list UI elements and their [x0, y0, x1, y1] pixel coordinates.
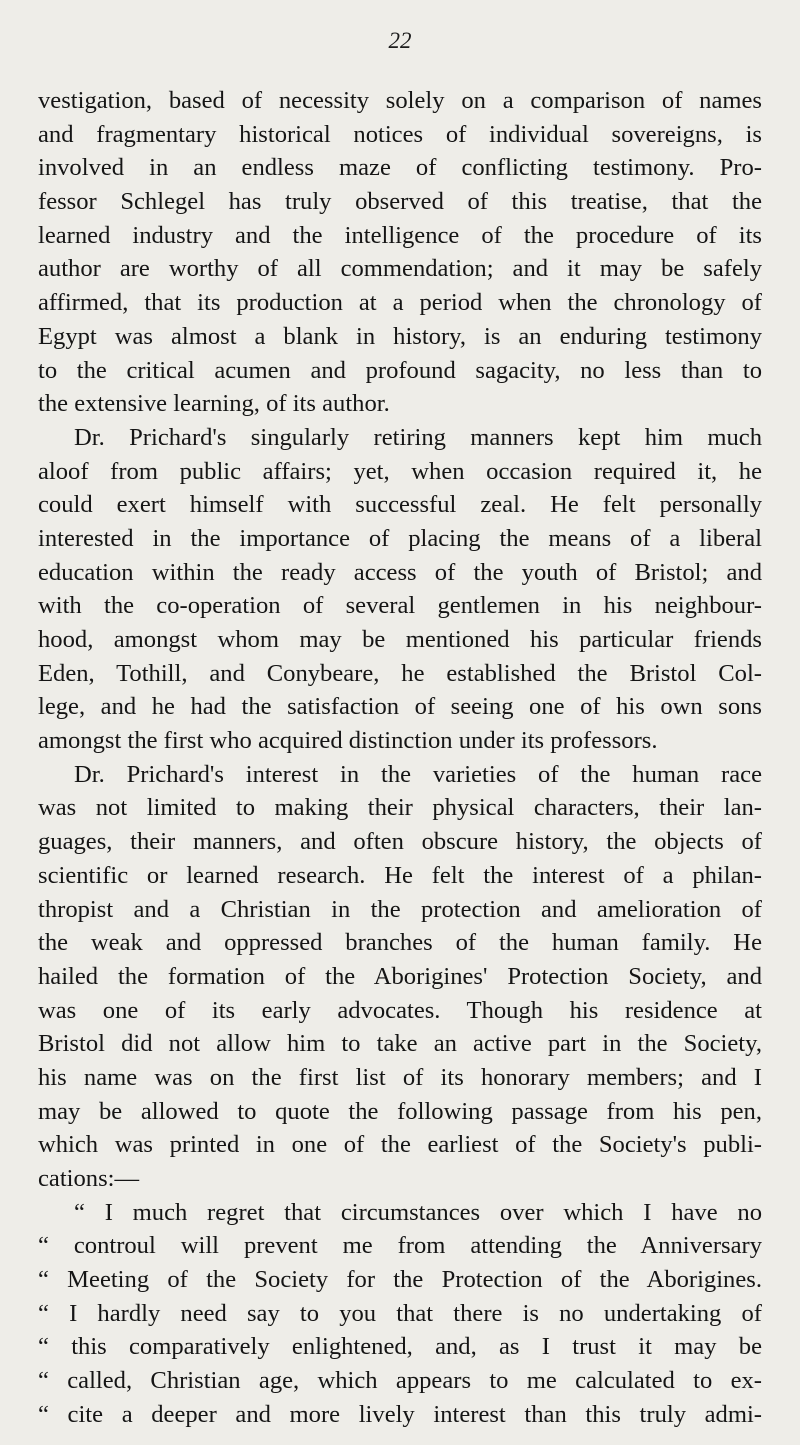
text-line: “ controul will prevent me from attending the Anniversary: [38, 1232, 762, 1260]
text-line: scientific or learned research. He felt the interest of a philan-: [38, 861, 762, 889]
text-line: affirmed, that its production at a period when the chronology of: [38, 289, 762, 317]
body-text: [38, 84, 762, 1432]
text-line: which was printed in one of the earliest of the Society's publi-: [38, 1131, 762, 1159]
text-line: hood, amongst whom may be mentioned his particular friends: [38, 626, 762, 653]
page-number: 22: [388, 28, 412, 53]
text-line: amongst the first who acquired distinction under its professors.: [38, 727, 658, 755]
text-line: “ Meeting of the Society for the Protection of the Aborigines.: [38, 1266, 762, 1294]
text-line: cations:—: [38, 1165, 140, 1192]
text-line: and fragmentary historical notices of individual sovereigns, is: [38, 120, 762, 148]
text-line: thropist and a Christian in the protection and amelioration of: [38, 895, 762, 923]
text-line: “ this comparatively enlightened, and, as I trust it may be: [38, 1333, 762, 1361]
text-line: “ I much regret that circumstances over which I have no: [74, 1198, 762, 1226]
text-line: may be allowed to quote the following passage from his pen,: [38, 1097, 762, 1125]
text-line: author are worthy of all commendation; and it may be safely: [38, 255, 762, 283]
text-line: “ cite a deeper and more lively interest than this truly admi-: [38, 1400, 762, 1428]
text-line: vestigation, based of necessity solely on a comparison of names: [38, 87, 762, 114]
text-line: the extensive learning, of its author.: [38, 390, 390, 418]
text-line: Egypt was almost a blank in history, is an enduring testimony: [38, 322, 762, 350]
text-line: his name was on the first list of its honorary members; and I: [38, 1063, 762, 1091]
text-line: lege, and he had the satisfaction of seeing one of his own sons: [38, 693, 762, 721]
text-line: could exert himself with successful zeal. He felt personally: [38, 491, 762, 519]
text-line: Bristol did not allow him to take an active part in the Society,: [38, 1030, 762, 1058]
text-line: guages, their manners, and often obscure history, the objects of: [38, 828, 762, 856]
text-line: education within the ready access of the youth of Bristol; and: [38, 558, 762, 586]
text-line: hailed the formation of the Aborigines' Protection Society, and: [38, 962, 762, 990]
text-line: learned industry and the intelligence of the procedure of its: [38, 221, 762, 249]
text-line: Eden, Tothill, and Conybeare, he established the Bristol Col-: [38, 659, 762, 687]
text-line: aloof from public affairs; yet, when occasion required it, he: [38, 457, 762, 485]
text-line: fessor Schlegel has truly observed of this treatise, that the: [38, 188, 762, 216]
text-line: involved in an endless maze of conflicting testimony. Pro-: [38, 154, 762, 182]
text-line: the weak and oppressed branches of the human family. He: [38, 929, 762, 957]
text-line: “ called, Christian age, which appears to me calculated to ex-: [38, 1367, 762, 1395]
text-line: with the co-operation of several gentlemen in his neighbour-: [38, 592, 762, 620]
text-line: Dr. Prichard's singularly retiring manners kept him much: [74, 423, 762, 451]
text-line: was not limited to making their physical characters, their lan-: [38, 794, 762, 822]
text-line: was one of its early advocates. Though his residence at: [38, 996, 762, 1024]
text-line: to the critical acumen and profound sagacity, no less than to: [38, 356, 762, 384]
text-line: “ I hardly need say to you that there is no undertaking of: [38, 1299, 762, 1327]
text-line: Dr. Prichard's interest in the varieties of the human race: [74, 760, 762, 788]
text-line: interested in the importance of placing the means of a liberal: [38, 524, 762, 552]
